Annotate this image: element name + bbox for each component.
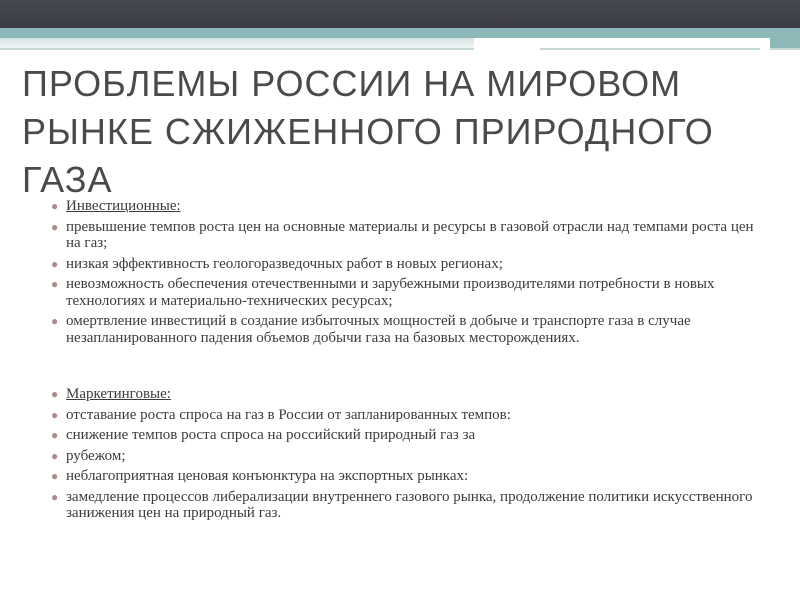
bullet-list-marketing bbox=[51, 386, 766, 522]
bullet-icon: ● bbox=[51, 256, 59, 271]
list-heading: ● Инвестиционные: bbox=[51, 198, 181, 214]
list-item: ● замедление процессов либерализации внутреннего газового рынка, продолжение политики искусственного занижения цен на природный газ. bbox=[51, 488, 753, 521]
list-item: ● низкая эффективность геологоразведочных работ в новых регионах; bbox=[51, 255, 503, 272]
bullet-icon: ● bbox=[51, 199, 59, 213]
slide-title: ПРОБЛЕМЫ РОССИИ НА МИРОВОМ РЫНКЕ СЖИЖЕННОГО ПРИРОДНОГО ГАЗА bbox=[22, 63, 714, 200]
list-item: ● омертвление инвестиций в создание избыточных мощностей в добыче и транспорте газа в случае незапланированного падения объемов добычи газа на базовых месторождениях. bbox=[51, 313, 691, 346]
list-item: ● снижение темпов роста спроса на российский природный газ за bbox=[51, 427, 476, 443]
list-item: ● отставание роста спроса на газ в России от запланированных темпов: bbox=[51, 406, 511, 423]
slide-content bbox=[51, 198, 766, 526]
header-band-line bbox=[0, 48, 800, 50]
bullet-icon: ● bbox=[51, 219, 59, 234]
bullet-icon: ● bbox=[51, 489, 59, 504]
list-item: ● невозможность обеспечения отечественными и зарубежными производителями потребности в новых технологиях и материально-технических ресурсах; bbox=[51, 276, 715, 309]
list-item: ● неблагоприятная ценовая конъюнктура на экспортных рынках: bbox=[51, 468, 469, 484]
header-band-accent bbox=[770, 38, 800, 48]
header-band-gap bbox=[474, 38, 800, 48]
bullet-icon: ● bbox=[51, 314, 59, 328]
list-item: ● рубежом; bbox=[51, 447, 126, 464]
list-heading: ● Маркетинговые: bbox=[51, 386, 171, 402]
header-band-gap-2 bbox=[474, 48, 540, 50]
list-item: ● превышение темпов роста цен на основные материалы и ресурсы в газовой отрасли над темпами роста цен на газ; bbox=[51, 218, 754, 251]
header-band-dark bbox=[0, 0, 800, 28]
bullet-icon: ● bbox=[51, 387, 59, 401]
group-spacer bbox=[66, 350, 766, 386]
bullet-icon: ● bbox=[51, 469, 59, 483]
bullet-icon: ● bbox=[51, 407, 59, 422]
bullet-icon: ● bbox=[51, 448, 59, 463]
header-band-gap-3 bbox=[760, 48, 770, 50]
bullet-icon: ● bbox=[51, 428, 59, 442]
header-band-teal bbox=[0, 28, 800, 38]
bullet-list-investment bbox=[51, 198, 766, 346]
bullet-icon: ● bbox=[51, 277, 59, 291]
